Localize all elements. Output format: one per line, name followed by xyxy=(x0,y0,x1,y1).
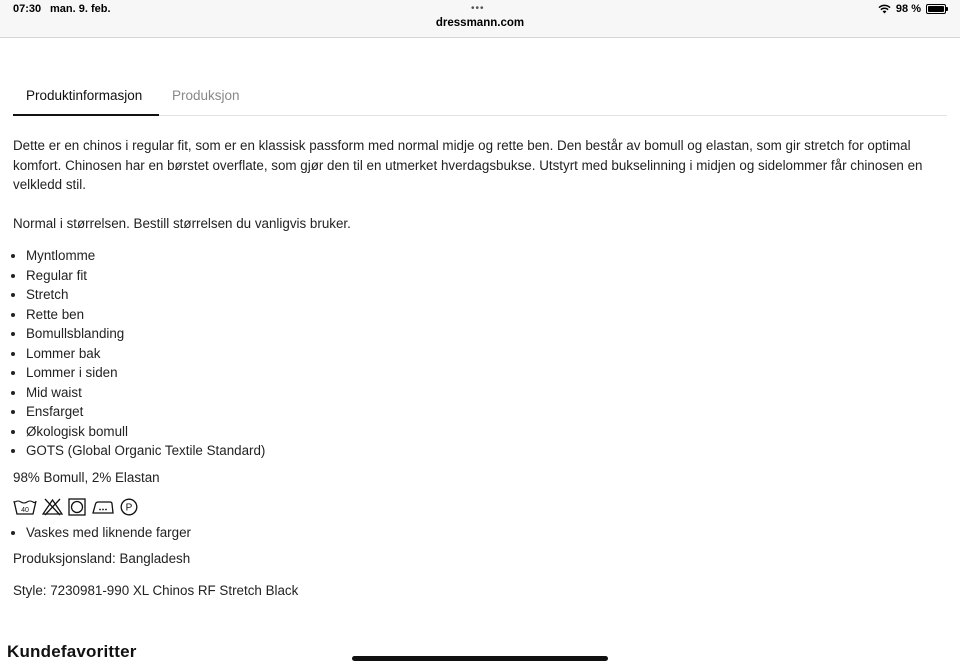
list-item: • Myntlomme xyxy=(26,246,265,266)
status-right xyxy=(878,3,946,15)
tab-produksjon[interactable]: Produksjon xyxy=(172,88,240,103)
no-bleach-icon xyxy=(42,498,63,516)
list-item: • Rette ben xyxy=(26,305,265,325)
dry-clean-p-icon xyxy=(120,498,138,516)
list-item: • GOTS (Global Organic Textile Standard) xyxy=(26,441,265,461)
section-title: Kundefavoritter xyxy=(7,642,137,661)
care-instructions xyxy=(26,523,191,543)
feature-list xyxy=(26,246,265,461)
list-item: • Økologisk bomull xyxy=(26,422,265,442)
wifi-icon xyxy=(878,4,891,14)
list-item: • Stretch xyxy=(26,285,265,305)
list-item: • Vaskes med liknende farger xyxy=(26,523,191,543)
wash-40-icon xyxy=(13,498,37,516)
home-indicator[interactable] xyxy=(352,656,608,661)
address-bar[interactable]: dressmann.com xyxy=(435,17,525,29)
iron-low-icon xyxy=(91,498,115,516)
list-item: • Lommer i siden xyxy=(26,363,265,383)
list-item: • Bomullsblanding xyxy=(26,324,265,344)
status-bar xyxy=(0,0,960,38)
battery-icon xyxy=(926,4,946,14)
tumble-dry-icon xyxy=(68,498,86,516)
list-item: • Ensfarget xyxy=(26,402,265,422)
battery-percent: 98 % xyxy=(895,3,921,15)
tab-produktinformasjon[interactable]: Produktinformasjon xyxy=(13,86,159,116)
product-description: Dette er en chinos i regular fit, som er en klassisk passform med normal midje og rette ben. Den består av bomull og elastan, som gir stretch for optimal komfort. Chinosen har en børstet overflate, som gjør den til en utmerket hverdagsbukse. Utstyrt med bukselinning i midjen og sidelommer får chinosen en velkledd stil. xyxy=(13,138,923,192)
care-symbols xyxy=(13,498,138,516)
wash-temp-label: 40 xyxy=(21,507,29,514)
material-composition: 98% Bomull, 2% Elastan xyxy=(13,470,160,485)
status-time: 07:30 xyxy=(13,3,42,15)
list-item: • Mid waist xyxy=(26,383,265,403)
more-dots-icon[interactable]: ••• xyxy=(471,3,485,14)
production-country: Produksjonsland: Bangladesh xyxy=(13,551,191,566)
status-date: man. 9. feb. xyxy=(50,3,111,15)
size-note: Normal i størrelsen. Bestill størrelsen du vanligvis bruker. xyxy=(13,216,351,231)
product-tabs xyxy=(13,86,947,116)
list-item: • Regular fit xyxy=(26,266,265,286)
battery-fill xyxy=(928,6,944,12)
dry-clean-letter: P xyxy=(125,502,133,514)
list-item: • Lommer bak xyxy=(26,344,265,364)
style-number: Style: 7230981-990 XL Chinos RF Stretch Black xyxy=(13,583,299,598)
